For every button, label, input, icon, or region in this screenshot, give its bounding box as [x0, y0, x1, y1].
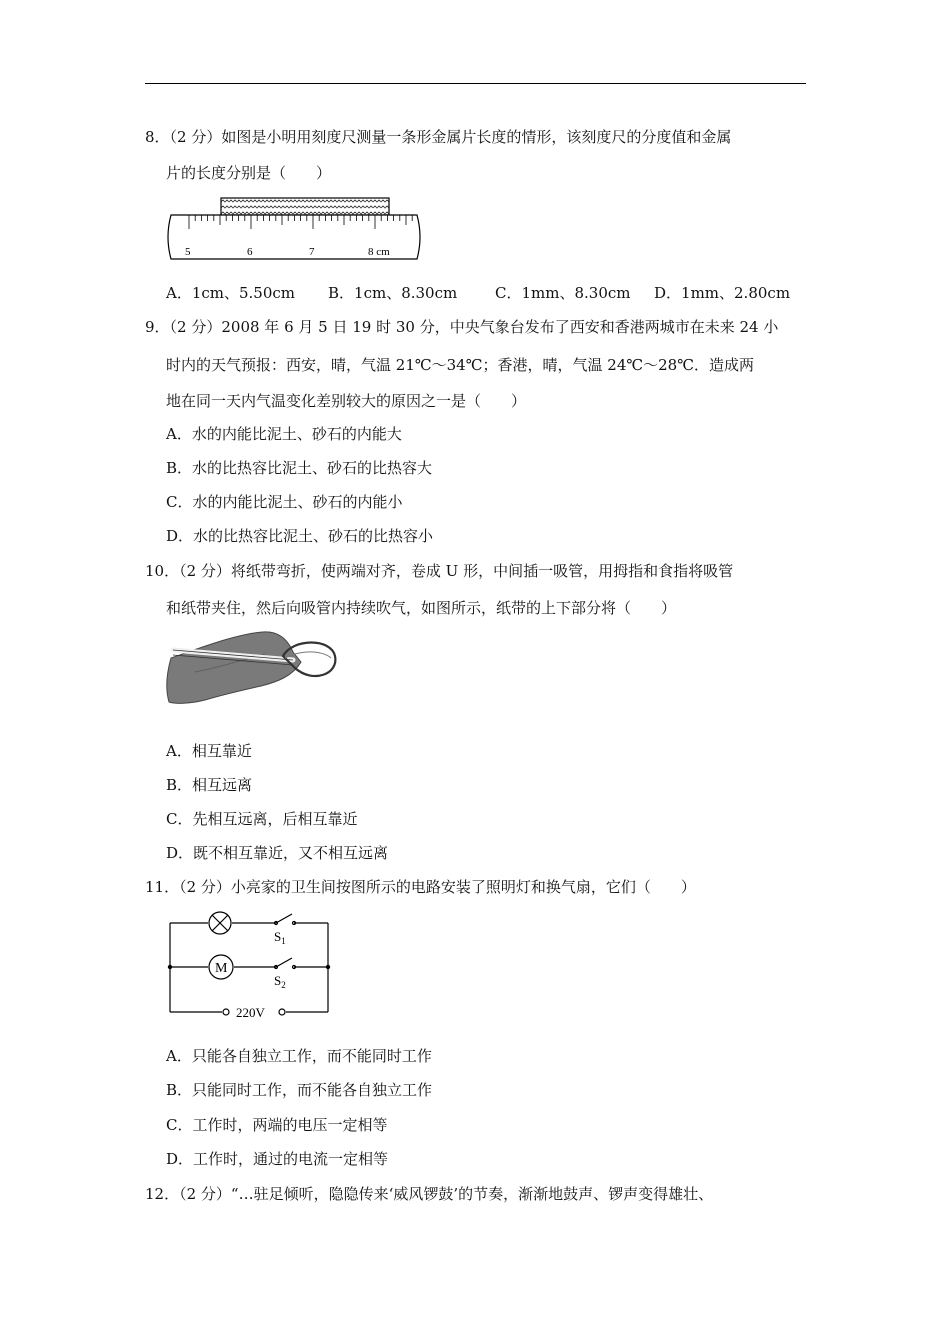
q10-stem-line2: 和纸带夹住，然后向吸管内持续吹气，如图所示，纸带的上下部分将（ ）	[166, 599, 677, 617]
ruler-label-8cm: 8 cm	[368, 246, 390, 258]
q8-option-b[interactable]: B．1cm、8.30cm	[328, 284, 458, 302]
q9-stem-line1: 9．（2 分）2008 年 6 月 5 日 19 时 30 分，中央气象台发布了西安和香港两城市在未来 24 小	[145, 318, 779, 336]
q11-option-a[interactable]: A．只能各自独立工作，而不能同时工作	[166, 1047, 432, 1065]
metal-strip	[221, 198, 389, 215]
q8-stem-line2: 片的长度分别是（ ）	[166, 164, 332, 182]
q11-stem-line1: 11．（2 分）小亮家的卫生间按图所示的电路安装了照明灯和换气扇，它们（ ）	[145, 878, 696, 896]
q9-stem-line2: 时内的天气预报：西安，晴，气温 21℃～34℃；香港，晴，气温 24℃～28℃．造成两	[166, 356, 755, 374]
q11-option-b[interactable]: B．只能同时工作，而不能各自独立工作	[166, 1081, 433, 1099]
q9-stem-line3: 地在同一天内气温变化差别较大的原因之一是（ ）	[166, 392, 527, 410]
q10-option-c[interactable]: C．先相互远离，后相互靠近	[166, 810, 358, 828]
q10-stem-line1: 10．（2 分）将纸带弯折，使两端对齐，卷成 U 形，中间插一吸管，用拇指和食指将吸管	[145, 562, 734, 580]
straw-paper-figure	[165, 628, 340, 708]
q9-option-b[interactable]: B．水的比热容比泥土、砂石的比热容大	[166, 459, 433, 477]
q10-option-d[interactable]: D．既不相互靠近，又不相互远离	[166, 844, 389, 862]
switch-s2-label: $S_2$	[274, 973, 286, 990]
q12-stem-line1: 12．（2 分）“…驻足倾听，隐隐传来‘威风锣鼓’的节奏，渐渐地鼓声、锣声变得雄壮、	[145, 1185, 714, 1203]
ruler-label-7: 7	[309, 246, 315, 258]
switch-s1-label: $S_1$	[274, 929, 286, 946]
ruler-label-5: 5	[185, 246, 191, 258]
header-rule	[145, 83, 806, 84]
voltage-label: 220V	[236, 1005, 265, 1020]
q8-option-c[interactable]: C．1mm、8.30cm	[495, 284, 631, 302]
q11-option-c[interactable]: C．工作时，两端的电压一定相等	[166, 1116, 388, 1134]
q8-option-a[interactable]: A．1cm、5.50cm	[166, 284, 296, 302]
q10-option-b[interactable]: B．相互远离	[166, 776, 253, 794]
hand-shape	[167, 632, 301, 703]
q9-option-c[interactable]: C．水的内能比泥土、砂石的内能小	[166, 493, 403, 511]
q9-option-d[interactable]: D．水的比热容比泥土、砂石的比热容小	[166, 527, 434, 545]
q10-option-a[interactable]: A．相互靠近	[166, 742, 252, 760]
ruler-figure	[165, 193, 425, 268]
q8-option-d[interactable]: D．1mm、2.80cm	[654, 284, 791, 302]
q11-option-d[interactable]: D．工作时，通过的电流一定相等	[166, 1150, 389, 1168]
q8-stem-line1: 8．（2 分）如图是小明用刻度尺测量一条形金属片长度的情形，该刻度尺的分度值和金属	[145, 128, 732, 146]
q9-option-a[interactable]: A．水的内能比泥土、砂石的内能大	[166, 425, 402, 443]
motor-label: M	[215, 961, 228, 976]
ruler-label-6: 6	[247, 246, 253, 258]
circuit-figure	[160, 905, 340, 1030]
